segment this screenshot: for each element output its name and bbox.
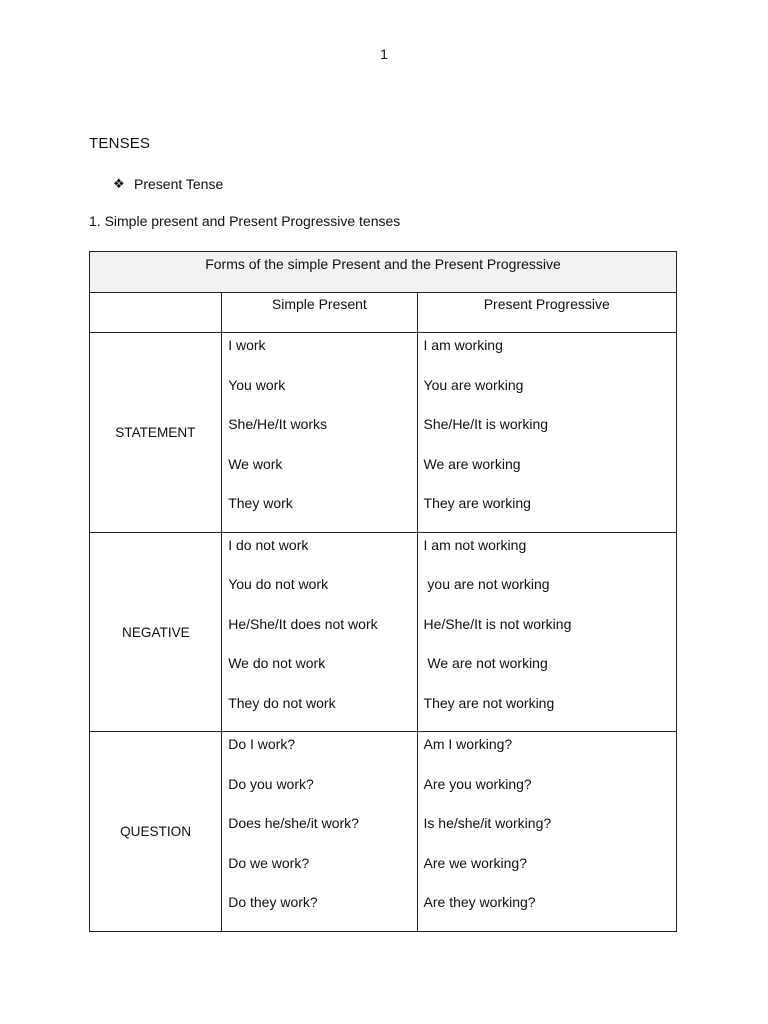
list-item: They are not working (423, 694, 555, 711)
table-caption (90, 252, 677, 293)
present-progressive-cell (417, 333, 676, 533)
section-subheading: 1. Simple present and Present Progressive tenses (89, 213, 401, 229)
header-cell-simple-present: Simple Present (222, 293, 417, 333)
list-item: Do I work? (228, 736, 296, 752)
list-item: Are you working? (423, 775, 532, 792)
list-item: Do they work? (228, 894, 318, 910)
list-item: I do not work (228, 536, 309, 553)
list-item: Does he/she/it work? (228, 815, 359, 831)
simple-present-forms (222, 533, 416, 732)
list-item: I am working (423, 337, 503, 353)
list-item: You work (228, 376, 286, 393)
header-cell-empty (90, 293, 222, 333)
list-item: They work (228, 495, 293, 511)
list-item: you are not working (423, 576, 550, 592)
list-item: We are working (423, 455, 521, 472)
list-item: I am not working (423, 536, 527, 553)
simple-present-forms (222, 333, 416, 532)
list-item: Are they working? (423, 894, 536, 910)
bullet-text: Present Tense (134, 176, 224, 192)
simple-present-cell (222, 532, 417, 732)
table-caption-row (90, 252, 677, 293)
table-row-question (90, 732, 677, 932)
table-row-statement (90, 333, 677, 533)
present-progressive-cell (417, 732, 676, 932)
present-progressive-forms (418, 533, 676, 732)
list-item: You do not work (228, 576, 329, 592)
list-item: She/He/It is working (423, 416, 549, 432)
list-item: He/She/It is not working (423, 615, 572, 632)
bullet-item (113, 176, 223, 192)
tenses-table (89, 251, 677, 932)
table-caption-text: Forms of the simple Present and the Present Progressive (205, 256, 561, 272)
list-item: Do you work? (228, 775, 314, 792)
document-heading: TENSES (89, 135, 151, 152)
table-row-negative (90, 532, 677, 732)
list-item: Are we working? (423, 854, 528, 871)
list-item: You are working (423, 376, 524, 393)
list-item: He/She/It does not work (228, 615, 378, 632)
list-item: Do we work? (228, 854, 310, 871)
list-item: I work (228, 337, 266, 353)
simple-present-forms (222, 732, 416, 931)
table-header-row (90, 293, 677, 333)
list-item: They do not work (228, 694, 336, 711)
list-item: We are not working (423, 655, 548, 671)
simple-present-cell (222, 732, 417, 932)
header-cell-present-progressive: Present Progressive (417, 293, 676, 333)
simple-present-cell (222, 333, 417, 533)
present-progressive-forms (418, 333, 676, 532)
list-item: Am I working? (423, 736, 513, 752)
diamond-bullet-icon: ❖ (113, 176, 125, 191)
present-progressive-forms (418, 732, 676, 931)
list-item: She/He/It works (228, 416, 328, 432)
list-item: We work (228, 455, 283, 472)
list-item: We do not work (228, 655, 326, 671)
list-item: Is he/she/it working? (423, 815, 552, 831)
group-label-question: QUESTION (90, 732, 222, 932)
present-progressive-cell (417, 532, 676, 732)
group-label-negative: NEGATIVE (90, 532, 222, 732)
list-item: They are working (423, 495, 531, 511)
page-number: 1 (380, 46, 388, 62)
group-label-statement: STATEMENT (90, 333, 222, 533)
